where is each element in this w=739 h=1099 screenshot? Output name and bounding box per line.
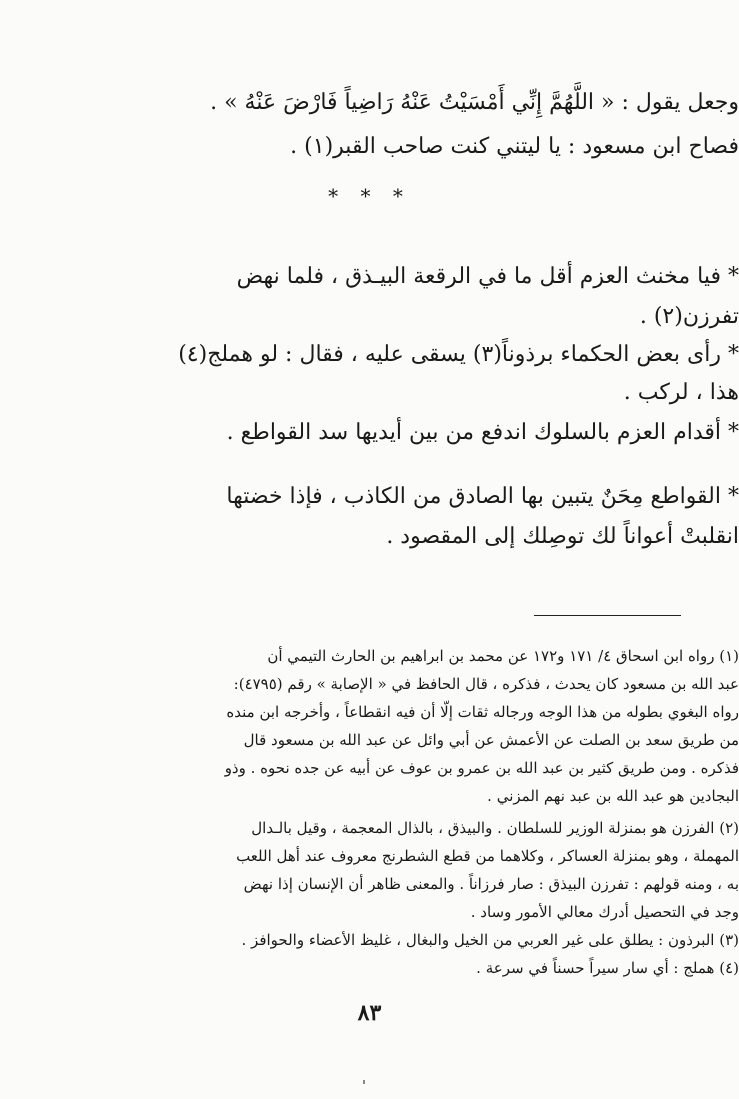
- body-line: * رأى بعض الحكماء برذوناً(٣) يسقى عليه ، فقال : لو هملج(٤): [178, 342, 739, 367]
- body-line: * فيا مخنث العزم أقل ما في الرقعة البيـذق ، فلما نهض: [236, 264, 739, 289]
- footnote-line: فذكره . ومن طريق كثير بن عبد الله بن عمرو بن عوف عن أبيه عن جده نحوه . وذو: [224, 759, 739, 777]
- footnote-line: (٣) البرذون : يطلق على غير العربي من الخيل والبغال ، غليظ الأعضاء والحوافز .: [241, 931, 739, 949]
- body-line: انقلبتْ أعواناً لك توصِلك إلى المقصود .: [386, 524, 739, 549]
- page-number: ٨٣: [357, 1000, 382, 1026]
- footnote-line: البجادين هو عبد الله بن عبد نهم المزني .: [487, 787, 739, 805]
- body-line: تفرزن(٢) .: [639, 304, 739, 329]
- body-line: * أقدام العزم بالسلوك اندفع من بين أيديها سد القواطع .: [226, 420, 739, 445]
- body-line: * القواطع مِحَنٌ يتبين بها الصادق من الكاذب ، فإذا خضتها: [226, 484, 739, 509]
- footnote-line: رواه البغوي بطوله من هذا الوجه ورجاله ثقات إلّا أن فيه انقطاعاً ، وأخرجه ابن منده: [226, 703, 739, 721]
- body-line: وجعل يقول : « اللَّهُمَّ إِنِّي أَمْسَيْتُ عَنْهُ رَاضِياً فَارْضَ عَنْهُ » .: [210, 90, 739, 115]
- footnote-line: من طريق سعد بن الصلت عن الأعمش عن أبي وائل عن عبد الله بن مسعود قال: [243, 731, 739, 749]
- footnote-separator: [534, 615, 681, 616]
- body-line: فصاح ابن مسعود : يا ليتني كنت صاحب القبر(١) .: [290, 134, 739, 159]
- footnote-line: به ، ومنه قولهم : تفرزن البيذق : صار فرزاناً . والمعنى ظاهر أن الإنسان إذا نهض: [243, 875, 739, 893]
- scan-mark: [363, 1080, 365, 1084]
- footnote-line: (٢) الفرزن هو بمنزلة الوزير للسلطان . والبيذق ، بالذال المعجمة ، وقيل بالـدال: [251, 819, 739, 837]
- footnote-line: عبد الله بن مسعود كان يحدث ، فذكره ، قال الحافظ في « الإصابة » رقم (٤٧٩٥):: [233, 675, 739, 693]
- footnote-line: (٤) هملج : أي سار سيراً حسناً في سرعة .: [476, 959, 739, 977]
- footnote-line: وجد في التحصيل أدرك معالي الأمور وساد .: [470, 903, 739, 921]
- footnote-line: المهملة ، وهو بمنزلة العساكر ، وكلاهما من قطع الشطرنج معروف عند أهل اللعب: [236, 847, 739, 865]
- section-separator: * * *: [328, 184, 411, 208]
- body-line: هذا ، لركب .: [623, 380, 739, 405]
- footnote-line: (١) رواه ابن اسحاق ٤/ ١٧١ و١٧٢ عن محمد بن ابراهيم بن الحارث التيمي أن: [267, 647, 739, 665]
